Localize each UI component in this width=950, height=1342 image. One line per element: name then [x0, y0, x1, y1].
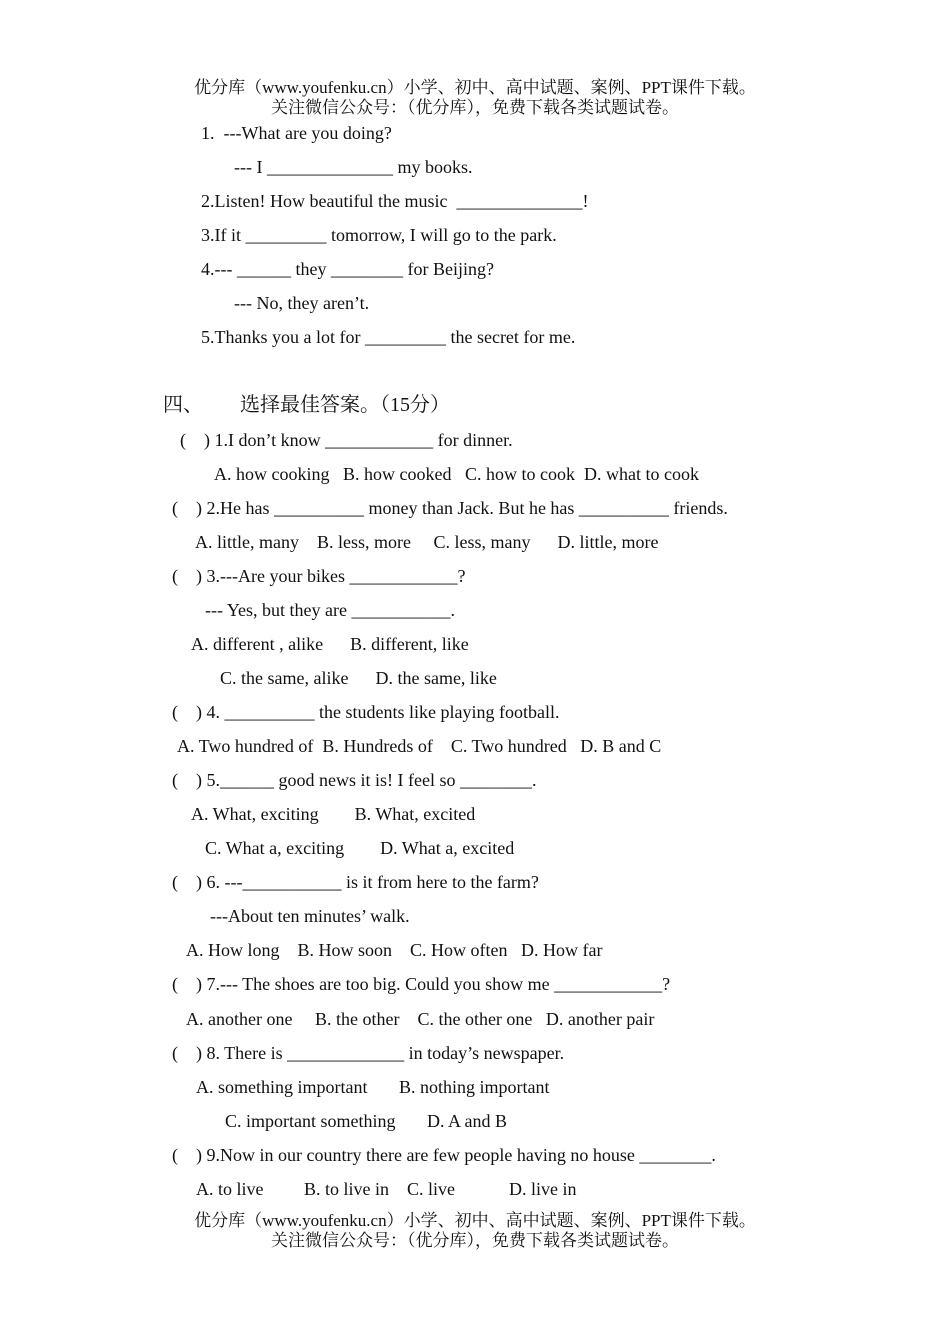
option-line: C. What a, exciting D. What a, excited [205, 838, 515, 858]
fill-line: --- I ______________ my books. [234, 157, 473, 177]
fill-line: 5.Thanks you a lot for _________ the secret for me. [201, 327, 576, 347]
fill-line: --- No, they aren’t. [234, 293, 370, 313]
question-line: ( ) 4. __________ the students like playing football. [172, 702, 560, 722]
option-line: A. little, many B. less, more C. less, many D. little, more [195, 532, 659, 552]
option-line: A. different , alike B. different, like [191, 634, 469, 654]
header-line-1: 优分库（www.youfenku.cn）小学、初中、高中试题、案例、PPT课件下载。 [194, 78, 756, 97]
section-title: 选择最佳答案。（15分） [240, 394, 450, 416]
question-line: ( ) 2.He has __________ money than Jack. But he has __________ friends. [172, 498, 728, 518]
option-line: A. another one B. the other C. the other one D. another pair [186, 1009, 655, 1029]
option-line: A. What, exciting B. What, excited [191, 804, 476, 824]
footer-line-1: 优分库（www.youfenku.cn）小学、初中、高中试题、案例、PPT课件下载。 [194, 1211, 756, 1230]
question-line: ( ) 8. There is _____________ in today’s newspaper. [172, 1043, 565, 1063]
question-line: ( ) 6. ---___________ is it from here to the farm? [172, 872, 539, 892]
fill-line: 2.Listen! How beautiful the music ______________! [201, 191, 589, 211]
question-line: ( ) 5.______ good news it is! I feel so ________. [172, 770, 537, 790]
question-line: ( ) 7.--- The shoes are too big. Could you show me ____________? [172, 974, 671, 994]
option-line: A. how cooking B. how cooked C. how to cook D. what to cook [214, 464, 699, 484]
fill-line: 3.If it _________ tomorrow, I will go to the park. [201, 225, 557, 245]
option-line: A. to live B. to live in C. live D. live in [196, 1179, 577, 1199]
option-line: A. Two hundred of B. Hundreds of C. Two hundred D. B and C [177, 736, 662, 756]
option-line: A. something important B. nothing important [196, 1077, 550, 1097]
question-line: ( ) 1.I don’t know ____________ for dinner. [180, 430, 513, 450]
header-line-2: 关注微信公众号：（优分库），免费下载各类试题试卷。 [271, 98, 679, 117]
question-line: ( ) 3.---Are your bikes ____________? [172, 566, 466, 586]
question-line: ( ) 9.Now in our country there are few people having no house ________. [172, 1145, 716, 1165]
question-line: --- Yes, but they are ___________. [205, 600, 455, 620]
question-line: ---About ten minutes’ walk. [210, 906, 410, 926]
footer-line-2: 关注微信公众号：（优分库），免费下载各类试题试卷。 [271, 1231, 679, 1250]
section-number: 四、 [163, 394, 203, 416]
fill-line: 1. ---What are you doing? [201, 123, 392, 143]
fill-line: 4.--- ______ they ________ for Beijing? [201, 259, 494, 279]
option-line: C. important something D. A and B [225, 1111, 507, 1131]
option-line: C. the same, alike D. the same, like [220, 668, 497, 688]
option-line: A. How long B. How soon C. How often D. How far [186, 940, 603, 960]
